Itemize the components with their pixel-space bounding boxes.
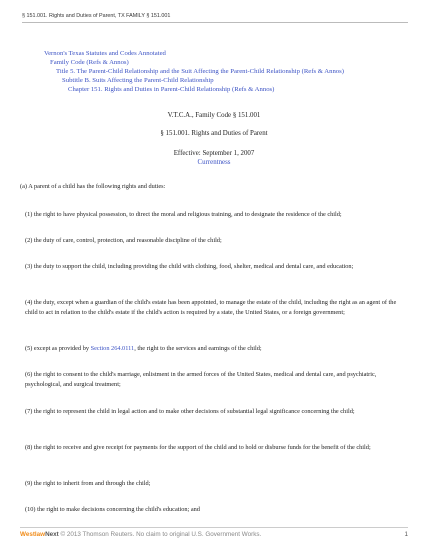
header-divider bbox=[22, 22, 408, 23]
breadcrumb-family-code[interactable]: Family Code (Refs & Annos) bbox=[50, 58, 129, 66]
item-5-prefix: (5) except as provided by bbox=[25, 345, 91, 352]
item-8: (8) the right to receive and give receipt for payments for the support of the child and to hold or disburse funds for the benefit of the child; bbox=[25, 444, 371, 451]
item-3: (3) the duty to support the child, including providing the child with clothing, food, shelter, medical and dental care, and education; bbox=[25, 263, 354, 270]
copyright-text: © 2013 Thomson Reuters. No claim to original U.S. Government Works. bbox=[60, 531, 262, 538]
breadcrumb-subtitle-b[interactable]: Subtitle B. Suits Affecting the Parent-Child Relationship bbox=[62, 76, 214, 84]
westlaw-logo-word: Westlaw bbox=[20, 531, 46, 538]
item-7: (7) the right to represent the child in legal action and to make other decisions of substantial legal significance concerning the child; bbox=[25, 408, 355, 415]
citation: V.T.C.A., Family Code § 151.001 bbox=[167, 112, 261, 119]
header-title: § 151.001. Rights and Duties of Parent, TX FAMILY § 151.001 bbox=[22, 13, 171, 19]
currentness-link[interactable]: Currentness bbox=[197, 159, 231, 166]
page-number: 1 bbox=[404, 531, 408, 538]
section-title: § 151.001. Rights and Duties of Parent bbox=[160, 130, 268, 137]
westlaw-logo bbox=[20, 531, 59, 538]
intro-paragraph: (a) A parent of a child has the following rights and duties: bbox=[20, 183, 166, 190]
document-footer bbox=[20, 531, 408, 538]
document-header bbox=[22, 13, 408, 19]
breadcrumb bbox=[44, 50, 374, 95]
item-2: (2) the duty of care, control, protection, and reasonable discipline of the child; bbox=[25, 237, 222, 244]
westlaw-logo-next: Next bbox=[45, 531, 59, 538]
breadcrumb-statutes[interactable]: Vernon's Texas Statutes and Codes Annotated bbox=[44, 50, 166, 57]
section-264-0111-link[interactable]: Section 264.0111 bbox=[90, 345, 135, 352]
item-9: (9) the right to inherit from and through the child; bbox=[25, 480, 151, 487]
item-5 bbox=[25, 344, 398, 354]
item-1: (1) the right to have physical possession, to direct the moral and religious training, and to designate the residence of the child; bbox=[25, 211, 342, 218]
item-6: (6) the right to consent to the child's marriage, enlistment in the armed forces of the United States, medical and dental care, and psychiatric, psychological, and surgical treatment; bbox=[25, 371, 377, 389]
effective-date: Effective: September 1, 2007 bbox=[173, 150, 255, 157]
item-5-suffix: , the right to the services and earnings of the child; bbox=[134, 345, 262, 352]
item-4: (4) the duty, except when a guardian of the child's estate has been appointed, to manage the estate of the child, including the right as an agent of the child to act in relation to the child's estate if the child's action is required by a state, the United States, or a foreign government; bbox=[25, 299, 397, 317]
item-10: (10) the right to make decisions concerning the child's education; and bbox=[25, 506, 200, 513]
breadcrumb-title-5[interactable]: Title 5. The Parent-Child Relationship and the Suit Affecting the Parent-Child Relationship (Refs & Annos) bbox=[56, 67, 344, 75]
breadcrumb-chapter-151[interactable]: Chapter 151. Rights and Duties in Parent-Child Relationship (Refs & Annos) bbox=[68, 85, 275, 93]
footer-divider bbox=[20, 527, 408, 528]
